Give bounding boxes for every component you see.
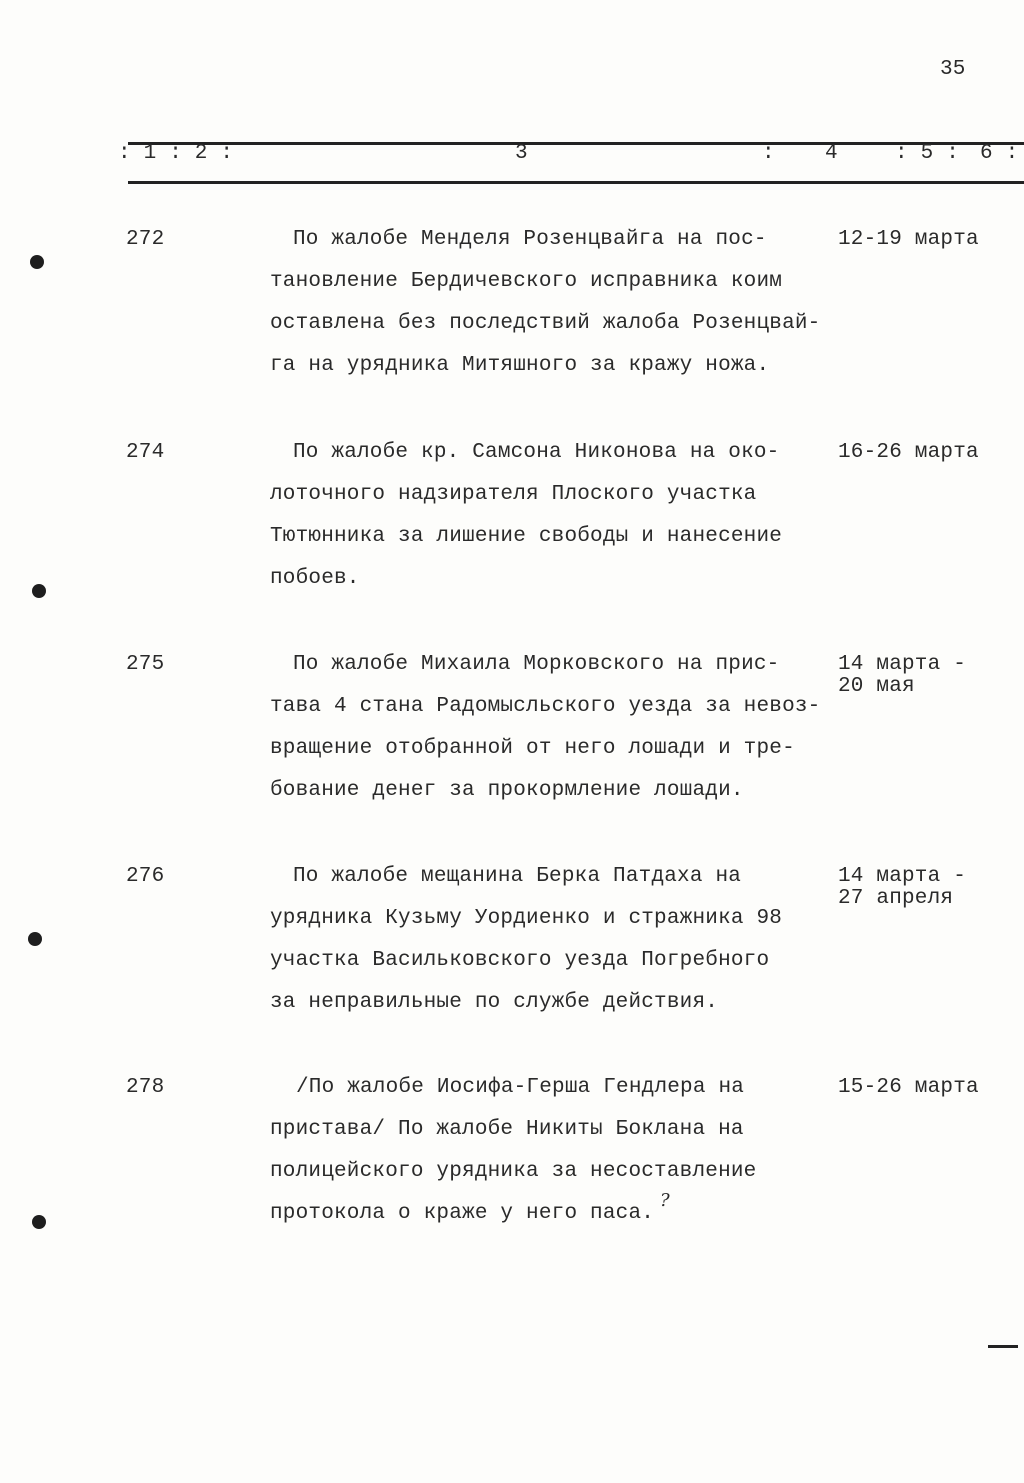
- entry-text-line: оставлена без последствий жалоба Розенцвай-: [270, 312, 821, 335]
- column-header-4: 4: [825, 142, 838, 165]
- entry-text-line: /По жалобе Иосифа-Герша Гендлера на: [296, 1076, 745, 1099]
- entry-text-line: По жалобе Михаила Морковского на прис-: [293, 653, 780, 676]
- entry-text-line: По жалобе Менделя Розенцвайга на пос-: [293, 228, 767, 251]
- entry-text-line: полицейского урядника за несоставление: [270, 1160, 757, 1183]
- entry-text-line: участка Васильковского уезда Погребного: [270, 949, 770, 972]
- column-header-separator: :: [762, 142, 775, 165]
- entry-date: 14 марта -: [838, 653, 967, 676]
- column-header-1-2: : 1 : 2 :: [118, 142, 234, 165]
- entry-number: 276: [126, 865, 165, 888]
- entry-text-line: протокола о краже у него паса.: [270, 1202, 655, 1225]
- entry-text-line: лоточного надзирателя Плоского участка: [270, 483, 757, 506]
- entry-number: 274: [126, 441, 165, 464]
- binding-hole-mark: [28, 932, 42, 946]
- entry-text-line: Тютюнника за лишение свободы и нанесение: [270, 525, 783, 548]
- entry-text-line: По жалобе мещанина Берка Патдаха на: [293, 865, 742, 888]
- entry-number: 275: [126, 653, 165, 676]
- entry-date: 14 марта -: [838, 865, 967, 888]
- edge-mark: [988, 1345, 1018, 1348]
- entry-text-line: пристава/ По жалобе Никиты Боклана на: [270, 1118, 744, 1141]
- header-bottom-rule: [128, 181, 1024, 184]
- entry-text-line: бование денег за прокормление лошади.: [270, 779, 744, 802]
- entry-date: 16-26 марта: [838, 441, 979, 464]
- entry-text-line: за неправильные по службе действия.: [270, 991, 719, 1014]
- page-number: 35: [940, 58, 966, 81]
- entry-text-line: урядника Кузьму Уордиенко и стражника 98: [270, 907, 783, 930]
- column-header-5: : 5 :: [895, 142, 960, 165]
- column-header-3: 3: [515, 142, 528, 165]
- handwritten-question-mark: ?: [660, 1190, 670, 1211]
- binding-hole-mark: [32, 584, 46, 598]
- entry-text-line: тава 4 стана Радомысльского уезда за невоз-: [270, 695, 821, 718]
- entry-date: 27 апреля: [838, 887, 954, 910]
- entry-date: 15-26 марта: [838, 1076, 979, 1099]
- entry-number: 278: [126, 1076, 165, 1099]
- column-header-6: 6 :: [980, 142, 1019, 165]
- entry-text-line: побоев.: [270, 567, 360, 590]
- entry-text-line: тановление Бердичевского исправника коим: [270, 270, 783, 293]
- header-top-rule: [128, 142, 1024, 145]
- entry-date: 20 мая: [838, 675, 915, 698]
- entry-text-line: га на урядника Митяшного за кражу ножа.: [270, 354, 770, 377]
- binding-hole-mark: [32, 1215, 46, 1229]
- entry-text-line: По жалобе кр. Самсона Никонова на око-: [293, 441, 780, 464]
- entry-text-line: вращение отобранной от него лошади и тре-: [270, 737, 795, 760]
- entry-number: 272: [126, 228, 165, 251]
- binding-hole-mark: [30, 255, 44, 269]
- entry-date: 12-19 марта: [838, 228, 979, 251]
